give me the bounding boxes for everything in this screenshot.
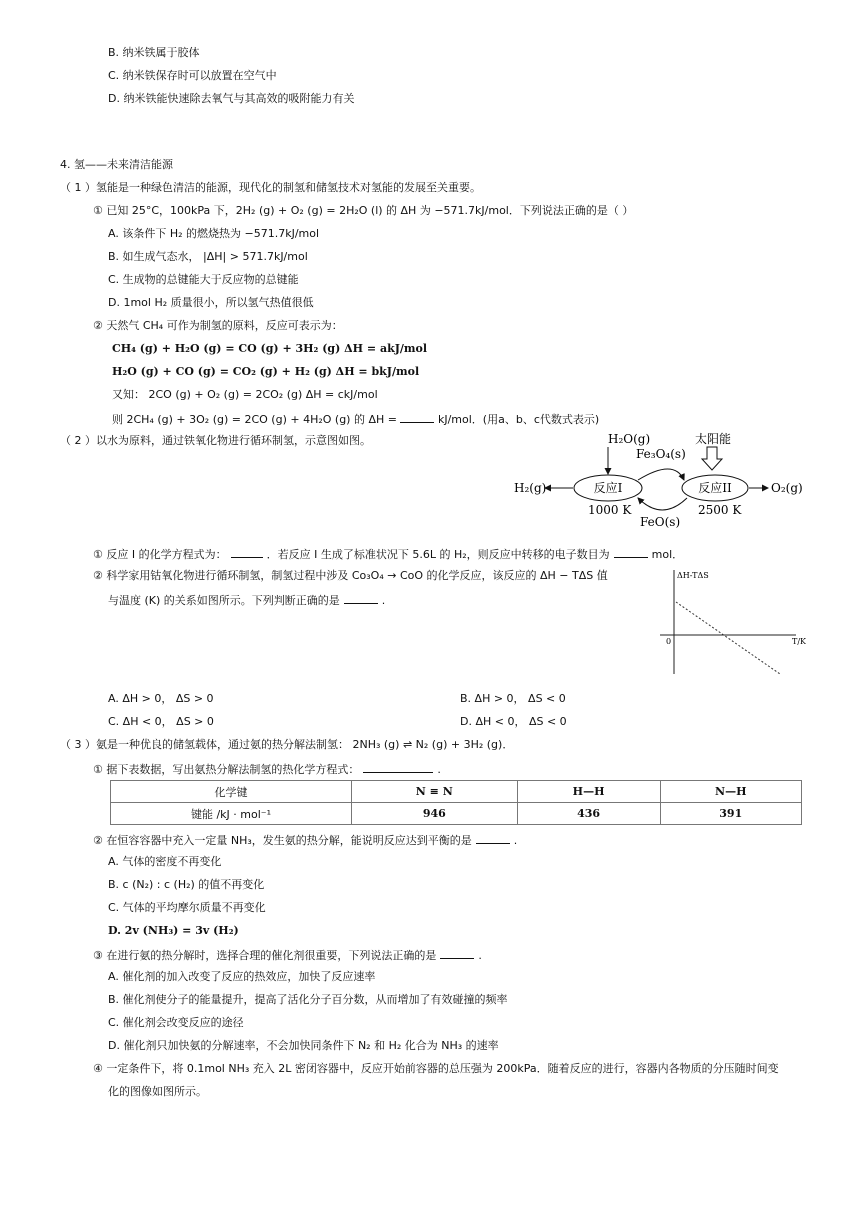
q4-2-2-stem-b-line: 与温度 (K) 的关系如图所示。下列判断正确的是 . [108, 594, 386, 607]
q4-1-2-stem: ② 天然气 CH₄ 可作为制氢的原料，反应可表示为： [93, 319, 343, 332]
q4-2-2-option-d: D. ΔH < 0， ΔS < 0 [460, 715, 567, 728]
q4-3-2-option-c: C. 气体的平均摩尔质量不再变化 [108, 901, 266, 914]
dh-tds-line [676, 602, 780, 674]
q4-2-2-option-a: A. ΔH > 0， ΔS > 0 [108, 692, 214, 705]
q4-3-3-option-d: D. 催化剂只加快氨的分解速率，不会加快同条件下 N₂ 和 H₂ 化合为 NH₃ 的速率 [108, 1039, 499, 1052]
q4-part2-stem: （ 2 ）以水为原料，通过铁氧化物进行循环制氢，示意图如图。 [60, 434, 371, 447]
q4-3-2-option-b: B. c (N₂) : c (H₂) 的值不再变化 [108, 878, 265, 891]
equation-blank[interactable] [231, 546, 263, 558]
label-feo: FeO(s) [640, 515, 681, 529]
label-h2o: H₂O(g) [608, 432, 651, 446]
q4-1-1-option-c: C. 生成物的总键能大于反应物的总键能 [108, 273, 299, 286]
table-header: N ≡ N [352, 781, 518, 803]
table-header: N—H [660, 781, 801, 803]
q4-2-1-line [93, 546, 683, 562]
q4-2-2-stem-a: ② 科学家用钴氧化物进行循环制氢，制氢过程中涉及 Co₃O₄ → CoO 的化学反应，该反应的 ΔH − TΔS 值 [93, 569, 608, 582]
q4-part3-stem: （ 3 ）氨是一种优良的储氢载体，通过氨的热分解法制氢： 2NH₃ (g) ⇌ N₂ (g) + 3H₂ (g)． [60, 738, 514, 751]
table-cell: 946 [352, 803, 518, 825]
label-h2: H₂(g) [514, 481, 547, 495]
bond-energy-table [110, 780, 802, 825]
answer-blank[interactable] [440, 947, 474, 959]
q3-option-d: D. 纳米铁能快速除去氧气与其高效的吸附能力有关 [108, 92, 355, 105]
q4-2-2-stem-b: 与温度 (K) 的关系如图所示。下列判断正确的是 [108, 594, 340, 607]
q4-title: 4. 氢——未来清洁能源 [60, 158, 173, 171]
equation-blank[interactable] [363, 761, 433, 773]
q3-option-b: B. 纳米铁属于胶体 [108, 46, 200, 59]
label-o2: O₂(g) [771, 481, 803, 495]
q4-3-3-option-c: C. 催化剂会改变反应的途径 [108, 1016, 244, 1029]
arrow-feo [638, 498, 687, 510]
table-row [111, 803, 802, 825]
q4-3-1-line: ① 据下表数据，写出氨热分解法制氢的热化学方程式： . [93, 763, 441, 776]
label-temp-2500k: 2500 K [698, 503, 742, 517]
answer-blank[interactable] [476, 832, 510, 844]
q4-3-1-stem: ① 据下表数据，写出氨热分解法制氢的热化学方程式： [93, 763, 360, 776]
q4-2-2-option-b: B. ΔH > 0， ΔS < 0 [460, 692, 566, 705]
q4-1-1-stem: ① 已知 25°C，100kPa 下，2H₂ (g) + O₂ (g) = 2H₂O (l) 的 ΔH 为 −571.7kJ/mol．下列说法正确的是（ ） [93, 204, 634, 217]
table-row-label: 键能 /kJ · mol⁻¹ [111, 803, 352, 825]
q4-3-2-option-d: D. 2v (NH₃) = 3v (H₂) [108, 924, 239, 937]
solar-arrow-icon [702, 447, 722, 470]
equation-2: H₂O (g) + CO (g) = CO₂ (g) + H₂ (g) ΔH = bkJ/mol [112, 365, 420, 378]
iron-oxide-cycle-diagram [512, 428, 804, 532]
q4-1-1-option-a: A. 该条件下 H₂ 的燃烧热为 −571.7kJ/mol [108, 227, 320, 240]
y-axis-label: ΔH-TΔS [677, 571, 709, 580]
q4-3-3-line: ③ 在进行氨的热分解时，选择合理的催化剂很重要，下列说法正确的是 . [93, 949, 482, 962]
label-fe3o4: Fe₃O₄(s) [636, 447, 686, 461]
table-header-row [111, 781, 802, 803]
dh-tds-graph [656, 566, 806, 678]
equation-3: 又知： 2CO (g) + O₂ (g) = 2CO₂ (g) ΔH = ckJ/mol [112, 388, 378, 401]
q4-part1-stem: （ 1 ）氢能是一种绿色清洁的能源，现代化的制氢和储氢技术对氢能的发展至关重要。 [60, 181, 481, 194]
q4-3-2-stem: ② 在恒容容器中充入一定量 NH₃，发生氨的热分解，能说明反应达到平衡的是 [93, 834, 472, 847]
q4-3-3-stem: ③ 在进行氨的热分解时，选择合理的催化剂很重要，下列说法正确的是 [93, 949, 437, 962]
q4-1-1-option-d: D. 1mol H₂ 质量很小，所以氢气热值很低 [108, 296, 314, 309]
arrow-fe3o4 [638, 469, 684, 480]
equation-4-unit: kJ/mol．(用a、b、c代数式表示) [434, 413, 600, 426]
label-temp-1000k: 1000 K [588, 503, 632, 517]
label-reaction-2: 反应II [698, 481, 732, 495]
table-header: 化学键 [111, 781, 352, 803]
q3-option-c: C. 纳米铁保存时可以放置在空气中 [108, 69, 277, 82]
q4-3-3-option-a: A. 催化剂的加入改变了反应的热效应，加快了反应速率 [108, 970, 376, 983]
table-header: H—H [517, 781, 660, 803]
q4-1-1-option-b: B. 如生成气态水， |ΔH| > 571.7kJ/mol [108, 250, 308, 263]
electron-count-blank[interactable] [614, 546, 648, 558]
x-axis-label: T/K [792, 637, 806, 646]
q4-3-4-stem-a: ④ 一定条件下，将 0.1mol NH₃ 充入 2L 密闭容器中，反应开始前容器的总压强为 200kPa．随着反应的进行，容器内各物质的分压随时间变 [93, 1062, 779, 1075]
label-solar-energy: 太阳能 [695, 432, 732, 446]
answer-blank[interactable] [400, 411, 434, 423]
q4-3-2-line: ② 在恒容容器中充入一定量 NH₃，发生氨的热分解，能说明反应达到平衡的是 . [93, 834, 518, 847]
equation-4-line [112, 411, 599, 427]
q4-2-1-text-b: ．若反应 I 生成了标准状况下 5.6L 的 H₂，则反应中转移的电子数目为 [266, 548, 610, 561]
table-cell: 436 [517, 803, 660, 825]
q4-2-2-option-c: C. ΔH < 0， ΔS > 0 [108, 715, 214, 728]
q4-3-3-option-b: B. 催化剂使分子的能量提升，提高了活化分子百分数，从而增加了有效碰撞的频率 [108, 993, 508, 1006]
q4-2-1-text-c: mol． [651, 548, 684, 561]
origin-label: 0 [666, 637, 672, 646]
equation-4-text: 则 2CH₄ (g) + 3O₂ (g) = 2CO (g) + 4H₂O (g) 的 ΔH = [112, 413, 401, 426]
answer-blank[interactable] [344, 592, 378, 604]
q4-3-2-option-a: A. 气体的密度不再变化 [108, 855, 222, 868]
q4-3-4-stem-b: 化的图像如图所示。 [108, 1085, 207, 1098]
equation-1: CH₄ (g) + H₂O (g) = CO (g) + 3H₂ (g) ΔH = akJ/mol [112, 342, 428, 355]
q4-2-1-text-a: ① 反应 I 的化学方程式为： [93, 548, 227, 561]
table-cell: 391 [660, 803, 801, 825]
label-reaction-1: 反应I [593, 481, 623, 495]
